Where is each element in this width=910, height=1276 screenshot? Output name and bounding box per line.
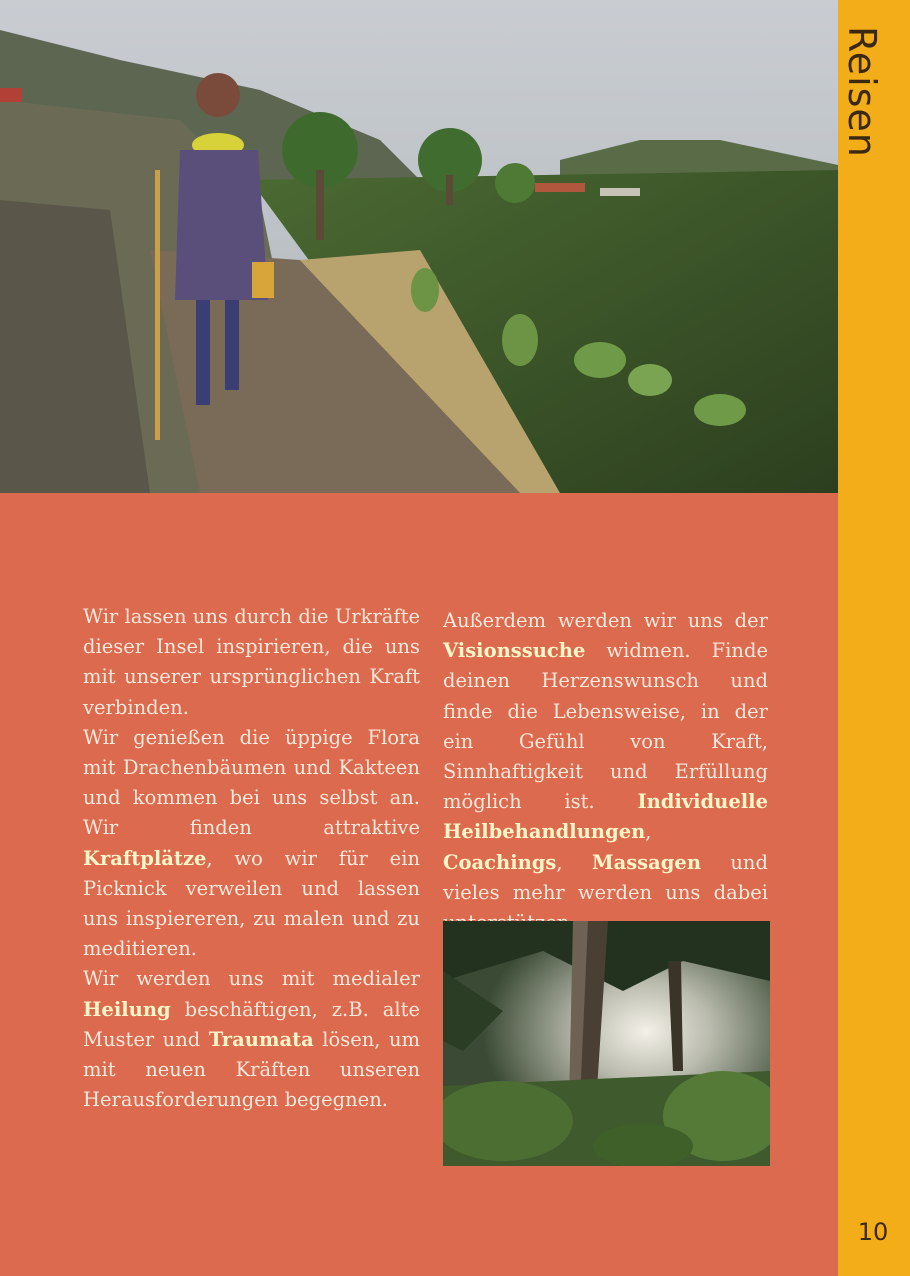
section-title: Reisen	[840, 26, 884, 158]
highlight-visionssuche: Visionssuche	[443, 639, 586, 663]
paragraph-urkraefte: Wir lassen uns durch die Urkräfte dieser Insel inspirieren, die uns mit unserer ursprünglichen Kraft verbinden.	[83, 605, 420, 719]
forest-photo	[443, 921, 770, 1166]
hero-photo-hiker	[0, 0, 838, 493]
highlight-kraftplaetze: Kraftplätze	[83, 846, 207, 870]
highlight-traumata: Traumata	[208, 1027, 314, 1051]
section-tab	[838, 0, 910, 1276]
highlight-coachings: Coachings	[443, 850, 557, 874]
highlight-heilung: Heilung	[83, 997, 171, 1021]
text-column-left	[83, 602, 420, 1115]
highlight-heilbehandlungen: Individuelle Heilbehandlungen	[443, 790, 768, 844]
paragraph-flora: Wir genießen die üppige Flora mit Drachenbäumen und Kakteen und kommen bei uns selbst an. Wir finden attraktive Kraftplätze, wo wir für ein Picknick verweilen und lassen uns inspiereren, zu malen und zu meditieren.	[83, 725, 420, 961]
text-column-right	[443, 606, 768, 938]
paragraph-visionssuche: Außerdem werden wir uns der Visionssuche widmen. Finde deinen Herzenswunsch und finde die Lebensweise, in der ein Gefühl von Kraft, Sinnhaftigkeit und Erfüllung möglich ist. Individuelle Heilbehandlungen, Coachings, Massagen und vieles mehr werden uns dabei	[443, 609, 768, 904]
highlight-massagen: Massagen	[591, 850, 702, 874]
paragraph-heilung: Wir werden uns mit medialer Heilung beschäftigen, z.B. alte Muster und Traumata lösen, um mit neuen Kräften unseren Herausforderungen begegnen.	[83, 967, 420, 1112]
page-number: 10	[857, 1218, 889, 1246]
